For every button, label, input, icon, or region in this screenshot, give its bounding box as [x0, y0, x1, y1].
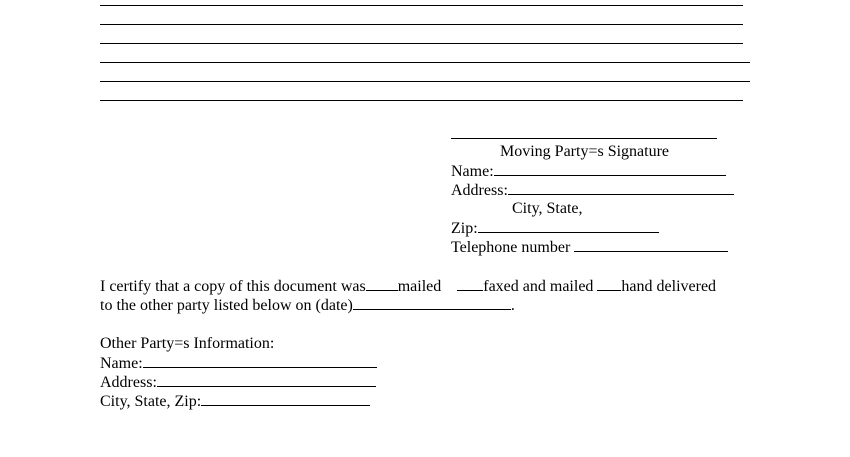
other-party-name-row — [100, 353, 377, 373]
faxed-and-mailed-label: faxed and mailed — [483, 278, 594, 295]
date-field[interactable] — [353, 295, 511, 310]
blank-line-6[interactable] — [100, 100, 743, 101]
telephone-field[interactable] — [574, 237, 728, 252]
hand-delivered-checkbox-blank[interactable] — [597, 276, 621, 291]
other-party-address-row — [100, 372, 376, 392]
other-party-city-row — [100, 391, 370, 411]
telephone-label: Telephone number — [451, 239, 571, 256]
other-name-label: Name: — [100, 355, 143, 372]
period: . — [510, 297, 515, 314]
name-label: Name: — [451, 163, 494, 180]
moving-party-name-row — [451, 161, 726, 181]
other-address-label: Address: — [100, 374, 157, 391]
blank-line-1[interactable] — [100, 5, 743, 6]
address-field[interactable] — [508, 180, 734, 195]
name-field[interactable] — [494, 161, 726, 176]
mailed-checkbox-blank[interactable] — [366, 276, 398, 291]
zip-label: Zip: — [451, 220, 478, 237]
moving-party-zip-row — [451, 218, 659, 238]
signature-line[interactable] — [451, 138, 717, 139]
mailed-label: mailed — [397, 278, 442, 295]
other-party-heading: Other Party=s Information: — [100, 335, 275, 352]
blank-line-3[interactable] — [100, 43, 743, 44]
certification-line-2 — [100, 295, 515, 315]
other-city-state-zip-field[interactable] — [201, 391, 370, 406]
zip-field[interactable] — [478, 218, 659, 233]
hand-delivered-label: hand delivered — [621, 278, 717, 295]
blank-line-5[interactable] — [100, 81, 750, 82]
date-label: to the other party listed below on (date) — [100, 297, 353, 314]
blank-line-4[interactable] — [100, 62, 750, 63]
certification-line-1 — [100, 276, 716, 296]
city-state-label: City, State, — [512, 200, 583, 217]
address-label: Address: — [451, 182, 508, 199]
moving-party-signature-label: Moving Party=s Signature — [500, 143, 670, 160]
other-city-state-zip-label: City, State, Zip: — [100, 393, 202, 410]
blank-line-2[interactable] — [100, 24, 743, 25]
other-address-field[interactable] — [157, 372, 376, 387]
moving-party-telephone-row — [451, 237, 728, 257]
certification-text: I certify that a copy of this document was — [100, 278, 366, 295]
other-name-field[interactable] — [143, 353, 377, 368]
moving-party-address-row — [451, 180, 734, 200]
faxed-checkbox-blank[interactable] — [457, 276, 483, 291]
